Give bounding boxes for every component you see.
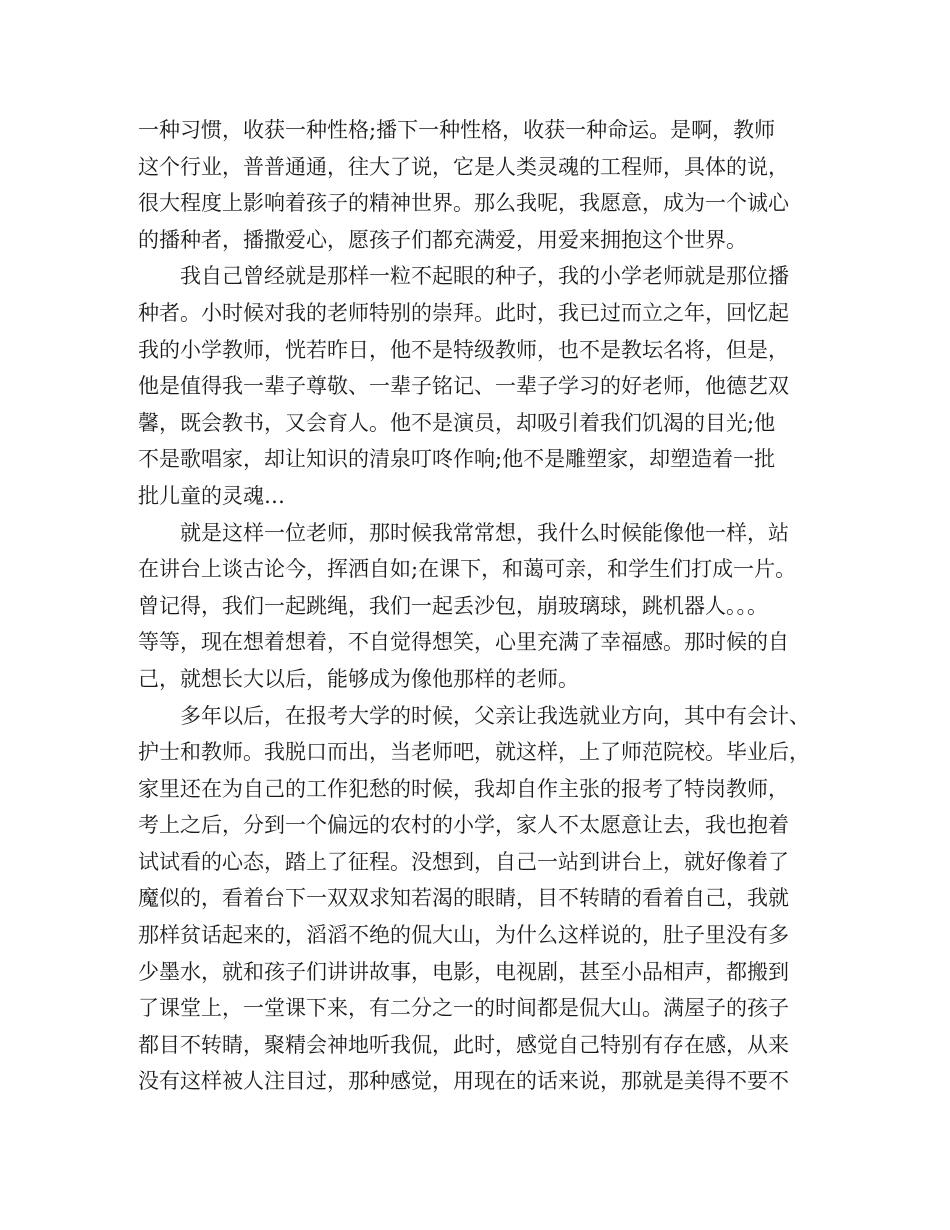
- text-line: 等等，现在想着想着，不自觉得想笑，心里充满了幸福感。那时候的自: [138, 630, 789, 655]
- text-line: 很大程度上影响着孩子的精神世界。那么我呢，我愿意，成为一个诚心: [138, 191, 789, 216]
- text-line: 这个行业，普普通通，往大了说，它是人类灵魂的工程师，具体的说，: [138, 154, 789, 179]
- text-line: 馨，既会教书，又会育人。他不是演员，却吸引着我们饥渴的目光;他: [138, 410, 776, 435]
- text-line: 我自己曾经就是那样一粒不起眼的种子，我的小学老师就是那位播: [180, 264, 789, 289]
- text-line: 魔似的，看着台下一双双求知若渴的眼睛，目不转睛的看着自己，我就: [138, 886, 789, 911]
- paragraph-4: [138, 698, 824, 1101]
- text-line: 护士和教师。我脱口而出，当老师吧，就这样，上了师范院校。毕业后，: [138, 740, 810, 765]
- text-line: 那样贫话起来的，滔滔不绝的侃大山，为什么这样说的，肚子里没有多: [138, 923, 789, 948]
- text-line: 家里还在为自己的工作犯愁的时候，我却自作主张的报考了特岗教师，: [138, 776, 789, 801]
- text-line: 试试看的心态，踏上了征程。没想到，自己一站到讲台上，就好像着了: [138, 849, 789, 874]
- text-line: 的播种者，播撒爱心，愿孩子们都充满爱，用爱来拥抱这个世界。: [138, 227, 747, 252]
- text-line: 批儿童的灵魂…: [138, 483, 285, 508]
- paragraph-3: [138, 515, 824, 698]
- text-line: 己，就想长大以后，能够成为像他那样的老师。: [138, 666, 579, 691]
- text-line: 了课堂上，一堂课下来，有二分之一的时间都是侃大山。满屋子的孩子: [138, 996, 789, 1021]
- text-line: 种者。小时候对我的老师特别的崇拜。此时，我已过而立之年，回忆起: [138, 300, 789, 325]
- text-line: 一种习惯，收获一种性格;播下一种性格，收获一种命运。是啊，教师: [138, 118, 776, 142]
- text-line: 曾记得，我们一起跳绳，我们一起丢沙包，崩玻璃球，跳机器人。。。: [138, 593, 768, 618]
- text-line: 都目不转睛，聚精会神地听我侃，此时，感觉自己特别有存在感，从来: [138, 1032, 789, 1057]
- document-page: [138, 112, 824, 1100]
- text-line: 在讲台上谈古论今，挥洒自如;在课下，和蔼可亲，和学生们打成一片。: [138, 557, 797, 582]
- text-line: 我的小学教师，恍若昨日，他不是特级教师，也不是教坛名将，但是，: [138, 337, 789, 362]
- paragraph-2: [138, 258, 824, 514]
- text-line: 多年以后，在报考大学的时候，父亲让我选就业方向，其中有会计、: [180, 703, 810, 728]
- text-line: 少墨水，就和孩子们讲讲故事，电影，电视剧，甚至小品相声，都搬到: [138, 959, 789, 984]
- text-line: 不是歌唱家，却让知识的清泉叮咚作响;他不是雕塑家，却塑造着一批: [138, 447, 776, 472]
- text-line: 没有这样被人注目过，那种感觉，用现在的话来说，那就是美得不要不: [138, 1069, 789, 1094]
- paragraph-1: [138, 112, 824, 258]
- text-line: 他是值得我一辈子尊敬、一辈子铭记、一辈子学习的好老师，他德艺双: [138, 374, 789, 399]
- text-line: 考上之后，分到一个偏远的农村的小学，家人不太愿意让去，我也抱着: [138, 813, 789, 838]
- text-line: 就是这样一位老师，那时候我常常想，我什么时候能像他一样，站: [180, 520, 789, 545]
